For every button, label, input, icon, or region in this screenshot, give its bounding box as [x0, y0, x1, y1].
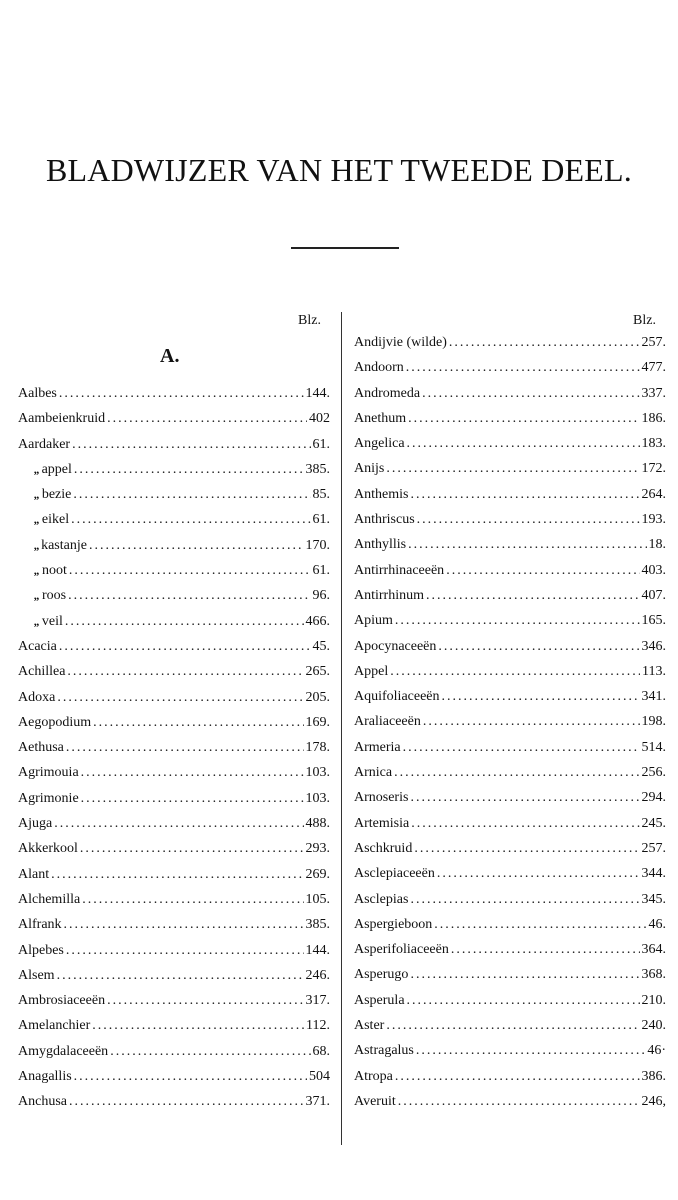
page-number: 61. [312, 512, 330, 528]
index-entry [354, 1018, 666, 1043]
dot-leader [398, 1094, 640, 1110]
index-entry [354, 537, 666, 562]
dot-leader [395, 613, 640, 629]
page-number: 144. [305, 386, 330, 401]
dot-leader [410, 892, 639, 908]
dot-leader [434, 917, 646, 933]
page-number: 246, [641, 1093, 666, 1109]
index-entry [354, 487, 666, 512]
index-term: Achillea [18, 664, 66, 680]
index-entry [354, 386, 666, 411]
dot-leader [59, 639, 311, 655]
index-term: Amygdalaceeën [18, 1043, 109, 1059]
page-number: 172. [641, 461, 666, 477]
index-entry [354, 866, 666, 891]
index-entry [18, 1018, 330, 1043]
index-term: Adoxa [18, 689, 56, 705]
page-number: 466. [305, 613, 330, 629]
index-entry [18, 791, 330, 816]
dot-leader [410, 487, 639, 503]
dot-leader [446, 563, 639, 579]
index-entry [354, 436, 666, 461]
index-term: Alpebes [18, 942, 64, 958]
dot-leader [92, 1018, 304, 1034]
dot-leader [69, 1094, 304, 1110]
index-term: Andoorn [354, 360, 404, 376]
index-term: bezie [41, 487, 72, 503]
dot-leader [410, 967, 639, 983]
index-entry [354, 461, 666, 486]
page-number: 178. [305, 740, 330, 756]
index-term: Aspergieboon [354, 916, 433, 932]
index-entry [18, 639, 330, 664]
index-entry [354, 714, 666, 739]
index-entry [18, 563, 330, 588]
index-term: Aardaker [18, 436, 71, 452]
index-entry [354, 967, 666, 992]
page-number: 344. [641, 866, 666, 882]
dot-leader [74, 462, 304, 478]
page-number: 205. [305, 689, 330, 705]
index-entry [18, 943, 330, 968]
dot-leader [438, 639, 639, 655]
dot-leader [69, 563, 311, 579]
index-term: Andijvie (wilde) [354, 335, 447, 350]
index-entry [18, 538, 330, 563]
page-number: 264. [641, 486, 666, 502]
index-term: Antirrhinaceeën [354, 562, 445, 578]
index-term: Ambrosiaceeën [18, 993, 106, 1009]
page-number: 402 [309, 411, 330, 427]
index-term: Angelica [354, 436, 405, 452]
page-number: 265. [305, 664, 330, 680]
dot-leader [74, 1069, 307, 1085]
page-number: 257. [641, 335, 666, 350]
page-number: 198. [641, 714, 666, 730]
index-term: Aambeienkruid [18, 411, 106, 427]
page-number: 269. [305, 866, 330, 882]
index-term: Arnica [354, 765, 393, 781]
dot-leader [403, 740, 640, 756]
index-term: Apium [354, 613, 393, 629]
index-term: Alsem [18, 967, 55, 983]
dot-leader [411, 816, 639, 832]
page-number: 345. [641, 891, 666, 907]
index-term: Agrimouia [18, 765, 79, 781]
page-number: 18. [648, 537, 666, 553]
page-number: 403. [641, 562, 666, 578]
ditto-mark: „ [34, 613, 40, 628]
dot-leader [410, 790, 639, 806]
index-entry [18, 715, 330, 740]
index-term: Aalbes [18, 386, 57, 401]
index-entry [354, 1069, 666, 1094]
page-number: 257. [641, 840, 666, 856]
dot-leader [72, 437, 310, 453]
index-entry [354, 588, 666, 613]
page-number: 364. [641, 942, 666, 958]
page-number: 488. [305, 816, 330, 832]
dot-leader [426, 588, 640, 604]
page-number: 85. [312, 487, 330, 503]
index-entry [18, 411, 330, 436]
dot-leader [82, 892, 303, 908]
index-term: Anijs [354, 461, 385, 477]
index-entry [18, 690, 330, 715]
dot-leader [414, 841, 639, 857]
dot-leader [417, 512, 640, 528]
page-number: 61. [312, 436, 330, 452]
dot-leader [64, 917, 304, 933]
index-term: Agrimonie [18, 790, 79, 806]
index-term: Anagallis [18, 1069, 72, 1085]
dot-leader [442, 689, 640, 705]
index-term: appel [41, 461, 72, 477]
page-number: 61. [312, 563, 330, 579]
index-term: noot [41, 563, 67, 579]
page-number: 144. [305, 942, 330, 958]
index-entry [354, 892, 666, 917]
page-number: 112. [306, 1018, 330, 1034]
dot-leader [80, 841, 304, 857]
dot-leader [54, 816, 303, 832]
page-number: 183. [641, 436, 666, 452]
page-number: 385. [305, 917, 330, 933]
page-number: 46· [647, 1043, 666, 1059]
index-entry [354, 664, 666, 689]
dot-leader [81, 791, 304, 807]
right-index-list [354, 335, 666, 1119]
right-column-header: Blz. [633, 313, 656, 328]
page-number: 346. [641, 638, 666, 654]
page-number: 45. [312, 638, 330, 654]
index-term: Aschkruid [354, 840, 413, 856]
index-entry [18, 917, 330, 942]
page-number: 68. [312, 1043, 330, 1059]
index-term: kastanje [41, 537, 87, 553]
index-term: Anthyllis [354, 537, 407, 553]
ditto-mark: „ [34, 563, 40, 578]
page-number: 165. [641, 613, 666, 629]
title-rule [291, 247, 399, 249]
page-number: 246. [305, 967, 330, 983]
dot-leader [408, 537, 646, 553]
index-term: Asperugo [354, 967, 409, 983]
dot-leader [437, 866, 640, 882]
page-number: 368. [641, 967, 666, 983]
column-divider [341, 312, 342, 1145]
index-term: Akkerkool [18, 841, 78, 857]
index-term: Arnoseris [354, 790, 409, 806]
index-entry [354, 411, 666, 436]
index-entry [354, 639, 666, 664]
index-entry [18, 1069, 330, 1094]
index-term: Anchusa [18, 1094, 67, 1110]
page-number: 337. [641, 385, 666, 401]
index-entry [18, 588, 330, 613]
dot-leader [65, 614, 304, 630]
index-term: Anethum [354, 410, 407, 426]
index-term: Antirrhinum [354, 587, 424, 603]
ditto-mark: „ [34, 461, 40, 476]
ditto-mark: „ [34, 487, 40, 502]
index-term: Alfrank [18, 917, 62, 933]
index-term: Asclepias [354, 891, 409, 907]
dot-leader [451, 942, 640, 958]
index-entry [354, 942, 666, 967]
index-entry [354, 765, 666, 790]
index-term: Asperula [354, 992, 405, 1008]
index-term: Ajuga [18, 816, 53, 832]
index-term: Appel [354, 663, 389, 679]
index-entry [354, 841, 666, 866]
page-number: 46. [648, 916, 666, 932]
page-number: 186. [641, 410, 666, 426]
dot-leader [390, 664, 640, 680]
index-term: Armeria [354, 739, 401, 755]
index-term: Aegopodium [18, 714, 92, 730]
dot-leader [407, 993, 640, 1009]
index-entry [18, 765, 330, 790]
index-term: Amelanchier [18, 1018, 91, 1034]
index-entry [354, 1094, 666, 1119]
index-term: Asclepiaceeën [354, 866, 435, 882]
dot-leader [57, 690, 303, 706]
index-entry [18, 892, 330, 917]
index-term: Atropa [354, 1068, 393, 1084]
index-term: Asperifoliaceeën [354, 942, 449, 958]
page-number: 193. [641, 512, 666, 528]
index-entry [354, 563, 666, 588]
dot-leader [51, 867, 303, 883]
dot-leader [67, 664, 303, 680]
index-term: Aster [354, 1018, 385, 1034]
index-entry [354, 360, 666, 385]
dot-leader [449, 335, 640, 351]
dot-leader [68, 588, 310, 604]
page-number: 113. [642, 663, 666, 679]
index-entry [18, 740, 330, 765]
left-index-list [18, 386, 330, 1120]
page-number: 317. [305, 993, 330, 1009]
page-number: 103. [305, 765, 330, 781]
index-entry [18, 437, 330, 462]
index-entry [18, 867, 330, 892]
index-term: Averuit [354, 1093, 396, 1109]
page-number: 341. [641, 689, 666, 705]
dot-leader [395, 1069, 640, 1085]
index-term: roos [42, 588, 67, 604]
index-entry [354, 917, 666, 942]
index-entry [354, 740, 666, 765]
left-column-header: Blz. [298, 313, 321, 328]
dot-leader [407, 436, 640, 452]
index-term: Alchemilla [18, 891, 81, 907]
page-number: 504 [309, 1069, 330, 1085]
dot-leader [59, 386, 304, 402]
ditto-mark: „ [34, 537, 40, 552]
index-term: Artemisia [354, 815, 410, 831]
index-entry [354, 335, 666, 360]
dot-leader [110, 1044, 310, 1060]
page-title: BLADWIJZER VAN HET TWEEDE DEEL. [46, 152, 632, 188]
index-entry [354, 816, 666, 841]
dot-leader [66, 943, 304, 959]
index-entry [18, 816, 330, 841]
index-term: Alant [18, 866, 50, 882]
index-entry [18, 1044, 330, 1069]
page-number: 371. [305, 1094, 330, 1110]
index-entry [18, 993, 330, 1018]
index-entry [354, 512, 666, 537]
index-entry [354, 1043, 666, 1068]
index-entry [18, 664, 330, 689]
page-number: 96. [312, 588, 330, 604]
ditto-mark: „ [34, 588, 40, 603]
page-number: 240. [641, 1018, 666, 1034]
section-letter: A. [160, 345, 180, 367]
index-term: veil [41, 613, 63, 629]
page-number: 294. [641, 790, 666, 806]
index-entry [18, 462, 330, 487]
index-entry [18, 1094, 330, 1119]
index-term: Acacia [18, 638, 57, 654]
dot-leader [408, 411, 639, 427]
page-number: 407. [641, 587, 666, 603]
dot-leader [57, 968, 304, 984]
index-entry [354, 613, 666, 638]
index-term: Anthemis [354, 486, 409, 502]
page-number: 210. [641, 992, 666, 1008]
dot-leader [89, 538, 304, 554]
dot-leader [73, 487, 310, 503]
page-number: 105. [305, 891, 330, 907]
ditto-mark: „ [34, 512, 40, 527]
page-number: 170. [305, 537, 330, 553]
page-number: 169. [305, 714, 330, 730]
dot-leader [107, 411, 307, 427]
page-number: 245. [641, 815, 666, 831]
page-number: 477. [641, 360, 666, 376]
dot-leader [71, 512, 310, 528]
page-number: 386. [641, 1068, 666, 1084]
dot-leader [81, 765, 304, 781]
index-term: Anthriscus [354, 512, 415, 528]
index-entry [18, 386, 330, 411]
index-entry [18, 841, 330, 866]
dot-leader [66, 740, 304, 756]
dot-leader [406, 360, 640, 376]
page-number: 514. [641, 739, 666, 755]
page-number: 103. [305, 790, 330, 806]
index-term: Astragalus [354, 1043, 414, 1059]
page-number: 385. [305, 461, 330, 477]
dot-leader [416, 1043, 645, 1059]
dot-leader [386, 461, 639, 477]
index-entry [18, 487, 330, 512]
index-term: eikel [41, 512, 70, 528]
index-entry [354, 689, 666, 714]
index-term: Apocynaceeën [354, 638, 437, 654]
dot-leader [422, 386, 639, 402]
index-term: Andromeda [354, 385, 421, 401]
page-number: 256. [641, 765, 666, 781]
index-entry [354, 993, 666, 1018]
page-number: 293. [305, 841, 330, 857]
index-term: Aethusa [18, 740, 64, 756]
index-term: Araliaceeën [354, 714, 421, 730]
index-entry [354, 790, 666, 815]
dot-leader [423, 714, 640, 730]
dot-leader [394, 765, 639, 781]
index-entry [18, 968, 330, 993]
dot-leader [93, 715, 303, 731]
index-entry [18, 512, 330, 537]
dot-leader [107, 993, 303, 1009]
index-entry [18, 614, 330, 639]
index-term: Aquifoliaceeën [354, 689, 440, 705]
dot-leader [386, 1018, 639, 1034]
